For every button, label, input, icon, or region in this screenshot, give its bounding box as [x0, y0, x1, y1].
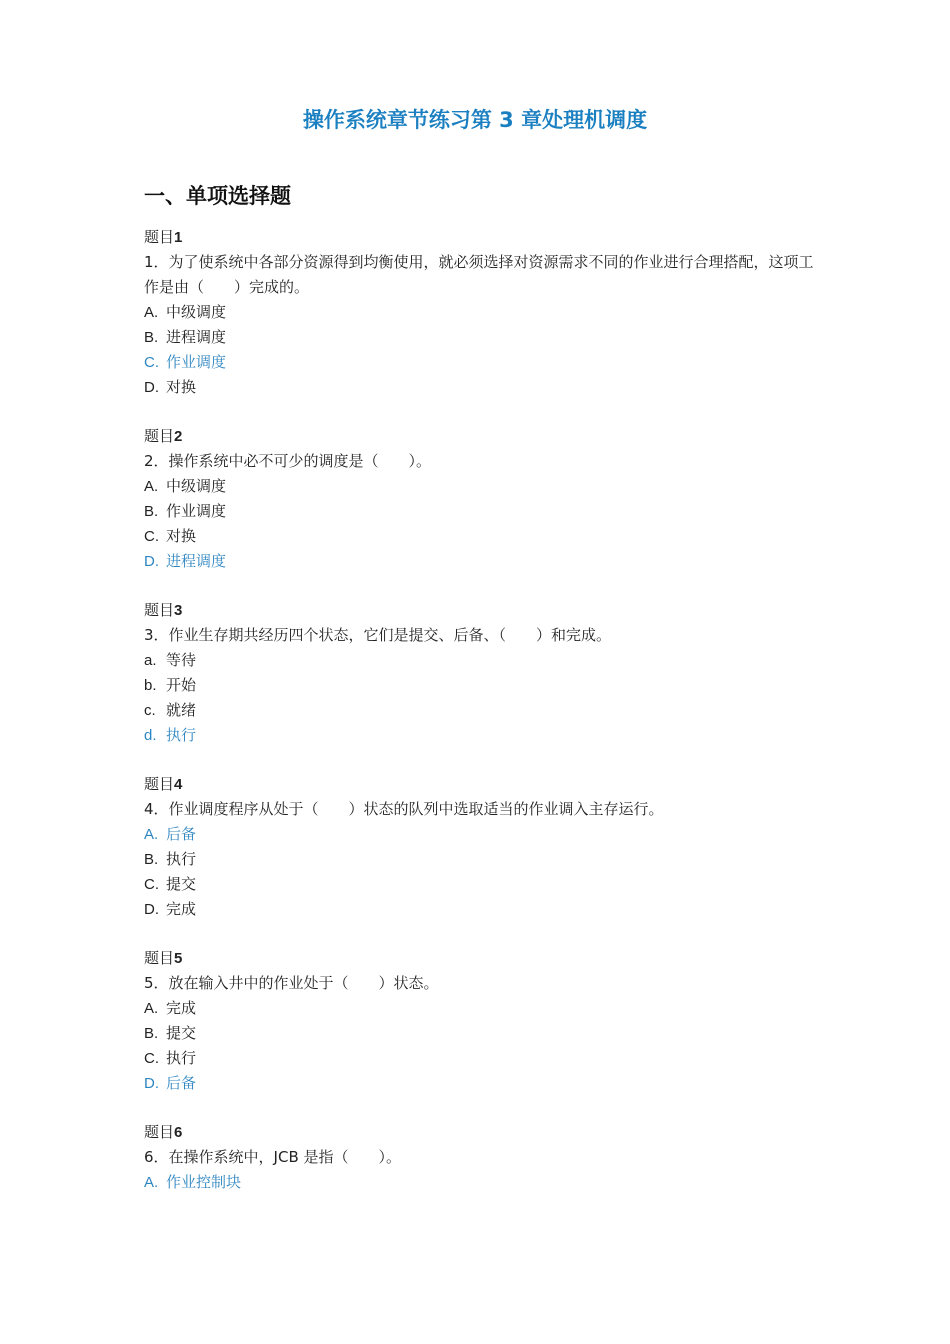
document-title: 操作系统章节练习第 3 章处理机调度 — [302, 108, 648, 132]
question-label: 题目 — [144, 949, 175, 967]
option-letter: A. — [144, 1174, 159, 1191]
question-list — [144, 225, 824, 1219]
question-header — [144, 225, 824, 250]
option-text: 完成 — [166, 999, 197, 1017]
option — [144, 325, 824, 350]
question-number: 1 — [174, 229, 183, 246]
option-correct — [144, 549, 824, 574]
option-letter: B. — [144, 851, 159, 868]
question-number: 6 — [174, 1124, 183, 1141]
question-block — [144, 1120, 824, 1195]
question-label: 题目 — [144, 601, 175, 619]
question-block — [144, 225, 824, 400]
option — [144, 673, 824, 698]
question-block — [144, 772, 824, 922]
option-letter: A. — [144, 826, 159, 843]
option-text: 中级调度 — [166, 477, 227, 495]
option-text: 执行 — [166, 850, 197, 868]
option-correct — [144, 723, 824, 748]
option-letter: D. — [144, 1075, 159, 1092]
section-heading: 一、单项选择题 — [144, 184, 291, 208]
question-stem: 5．放在输入井中的作业处于（ ）状态。 — [144, 974, 439, 992]
option — [144, 648, 824, 673]
option — [144, 897, 824, 922]
question-label: 题目 — [144, 1123, 175, 1141]
question-number: 4 — [174, 776, 183, 793]
option-letter: B. — [144, 503, 159, 520]
option-text: 作业控制块 — [166, 1173, 242, 1191]
option-letter: A. — [144, 1000, 159, 1017]
option-text: 执行 — [166, 1049, 197, 1067]
option-letter: D. — [144, 379, 159, 396]
question-stem: 6．在操作系统中，JCB 是指（ ）。 — [144, 1148, 402, 1166]
option — [144, 375, 824, 400]
question-block — [144, 424, 824, 574]
option-text: 提交 — [166, 875, 197, 893]
option-text: 完成 — [166, 900, 197, 918]
option-letter: B. — [144, 329, 159, 346]
question-number: 2 — [174, 428, 183, 445]
option — [144, 1021, 824, 1046]
option — [144, 996, 824, 1021]
option-letter: d. — [144, 727, 157, 744]
option — [144, 524, 824, 549]
option-text: 后备 — [166, 825, 197, 843]
question-label: 题目 — [144, 427, 175, 445]
option-correct — [144, 822, 824, 847]
question-block — [144, 946, 824, 1096]
question-number: 5 — [174, 950, 183, 967]
question-header — [144, 946, 824, 971]
option-letter: a. — [144, 652, 157, 669]
option-letter: c. — [144, 702, 156, 719]
question-stem: 4．作业调度程序从处于（ ）状态的队列中选取适当的作业调入主存运行。 — [144, 800, 664, 818]
question-label: 题目 — [144, 228, 175, 246]
option-letter: D. — [144, 553, 159, 570]
question-header — [144, 772, 824, 797]
option-letter: A. — [144, 478, 159, 495]
option-text: 后备 — [166, 1074, 197, 1092]
option — [144, 698, 824, 723]
option-text: 就绪 — [166, 701, 197, 719]
option — [144, 1046, 824, 1071]
option-text: 等待 — [166, 651, 197, 669]
option-correct — [144, 350, 824, 375]
option — [144, 474, 824, 499]
option-text: 提交 — [166, 1024, 197, 1042]
option-text: 进程调度 — [166, 552, 227, 570]
option-text: 对换 — [166, 527, 197, 545]
option-text: 进程调度 — [166, 328, 227, 346]
option — [144, 847, 824, 872]
option-letter: b. — [144, 677, 157, 694]
option-text: 作业调度 — [166, 502, 227, 520]
question-label: 题目 — [144, 775, 175, 793]
option-text: 中级调度 — [166, 303, 227, 321]
option-correct — [144, 1170, 824, 1195]
option-text: 对换 — [166, 378, 197, 396]
question-number: 3 — [174, 602, 183, 619]
option-text: 作业调度 — [166, 353, 227, 371]
question-stem: 2．操作系统中必不可少的调度是（ ）。 — [144, 452, 432, 470]
option-letter: B. — [144, 1025, 159, 1042]
option — [144, 300, 824, 325]
option-correct — [144, 1071, 824, 1096]
option — [144, 872, 824, 897]
option-letter: C. — [144, 876, 159, 893]
option-text: 执行 — [166, 726, 197, 744]
option-letter: C. — [144, 528, 159, 545]
question-header — [144, 598, 824, 623]
option-text: 开始 — [166, 676, 197, 694]
option-letter: D. — [144, 901, 159, 918]
option-letter: A. — [144, 304, 159, 321]
option — [144, 499, 824, 524]
question-block — [144, 598, 824, 748]
option-letter: C. — [144, 1050, 159, 1067]
question-header — [144, 424, 824, 449]
option-letter: C. — [144, 354, 159, 371]
question-header — [144, 1120, 824, 1145]
question-stem: 1．为了使系统中各部分资源得到均衡使用，就必须选择对资源需求不同的作业进行合理搭配，这项工作是由（ ）完成的。 — [144, 253, 814, 296]
question-stem: 3．作业生存期共经历四个状态，它们是提交、后备、（ ）和完成。 — [144, 626, 612, 644]
